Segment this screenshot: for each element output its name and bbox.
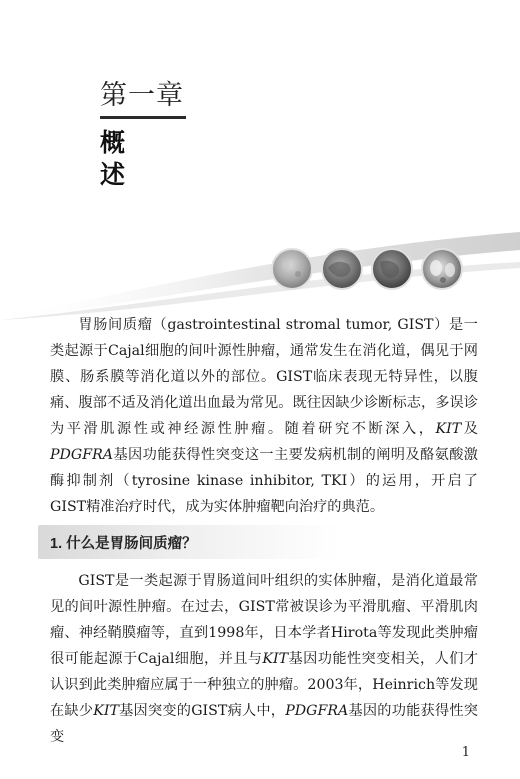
- section-heading: [38, 525, 338, 559]
- chapter-title-rule: [100, 116, 186, 119]
- page-number: 1: [461, 745, 470, 760]
- section-paragraph: GIST是一类起源于胃肠道间叶组织的实体肿瘤，是消化道最常见的间叶源性肿瘤。在过去，GIST常被误诊为平滑肌瘤、平滑肌肉瘤、神经鞘膜瘤等，直到1998年，日本学者Hirota等发现此类肿瘤很可能起源于Cajal细胞，并且与KIT基因功能性突变相关，人们才认识到此类肿瘤应属于一种独立的肿瘤。2003年，Heinrich等发现在缺少KIT基因突变的GIST病人中，PDGFRA基因的功能获得性突变: [50, 573, 478, 745]
- intro-paragraph: 胃肠间质瘤（gastrointestinal stromal tumor, GIST）是一类起源于Cajal细胞的间叶源性肿瘤，通常发生在消化道，偶见于网膜、肠系膜等消化道以外的部位。GIST临床表现无特异性，以腹痛、腹部不适及消化道出血最为常见。既往因缺少诊断标志，多误诊为平滑肌源性或神经源性肿瘤。随着研究不断深入，KIT及PDGFRA基因功能获得性突变这一主要发病机制的阐明及酪氨酸激酶抑制剂（tyrosine kinase inhibitor, TKI）的运用，开启了GIST精准治疗时代，成为实体肿瘤靶向治疗的典范。: [50, 317, 478, 515]
- banner-circle-2: [322, 249, 362, 289]
- banner-circle-1: [272, 249, 312, 289]
- chapter-subtitle: 概 述: [100, 129, 140, 189]
- chapter-title: 第一章: [100, 80, 184, 110]
- banner-circle-3: [372, 249, 412, 289]
- section-heading-text: 1. 什么是胃肠间质瘤？: [50, 535, 197, 552]
- banner-circle-4: [422, 249, 462, 289]
- decorative-banner: [0, 210, 520, 320]
- chapter-header: [100, 78, 186, 191]
